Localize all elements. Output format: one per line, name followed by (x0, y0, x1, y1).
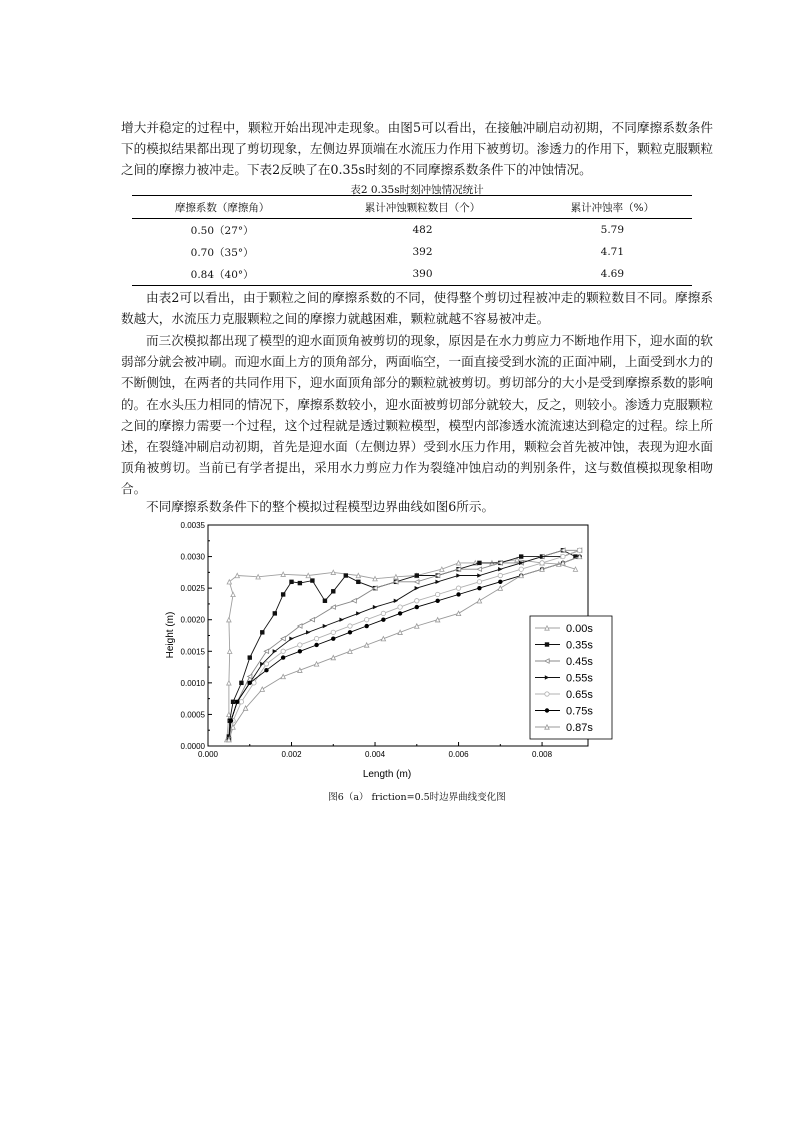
data-point (248, 655, 252, 659)
data-point (256, 575, 260, 579)
x-tick-label: 0.008 (532, 750, 553, 759)
data-point (364, 618, 368, 622)
legend-label: 0.87s (566, 722, 593, 734)
data-point (477, 586, 481, 590)
data-point (394, 575, 398, 579)
series-line-0.75s (229, 557, 580, 740)
data-point (231, 592, 235, 596)
data-point (477, 580, 481, 584)
data-point (248, 674, 252, 678)
paragraph-2: 由表2可以看出，由于颗粒之间的摩擦系数的不同，使得整个剪切过程被冲走的颗粒数目不同。摩擦系数越大，水流压力克服颗粒之间的摩擦力就越困难，颗粒就越不容易被冲走。 (121, 290, 713, 327)
table-header-count: 累计冲蚀颗粒数目（个） (364, 201, 481, 214)
data-point (314, 636, 318, 640)
data-point (227, 618, 231, 622)
data-point (331, 636, 335, 640)
y-tick-label: 0.0030 (180, 552, 205, 562)
data-point (435, 592, 439, 596)
data-point (281, 674, 285, 678)
data-point (398, 630, 402, 634)
series-line-0.87s (229, 557, 580, 740)
data-point (415, 605, 419, 609)
data-point (456, 592, 460, 596)
data-point (352, 599, 356, 603)
data-point (281, 649, 285, 653)
data-point (264, 649, 268, 653)
series-line-0.35s (229, 550, 576, 736)
data-point (235, 573, 239, 577)
data-point (498, 573, 502, 577)
data-point (348, 630, 352, 634)
data-point (331, 630, 335, 634)
data-point (519, 554, 523, 558)
legend-swatch-marker (545, 708, 549, 712)
data-point (323, 599, 327, 603)
data-point (498, 567, 502, 571)
data-point (306, 573, 310, 577)
data-point (260, 687, 264, 691)
x-tick-label: 0.000 (197, 750, 219, 759)
data-point (498, 580, 502, 584)
table-header-rate: 累计冲蚀率（%） (570, 201, 655, 214)
data-point (239, 700, 243, 704)
data-point (381, 618, 385, 622)
data-point (339, 618, 343, 622)
legend-label: 0.45s (566, 656, 593, 668)
y-tick-label: 0.0000 (180, 742, 205, 751)
table-2 (132, 195, 692, 286)
data-point (331, 570, 335, 574)
data-point (364, 624, 368, 628)
table-row (132, 263, 692, 286)
table-row (132, 241, 692, 263)
data-point (310, 578, 314, 582)
figure-6a-caption: 图6（a） friction=0.5时边界曲线变化图 (328, 792, 506, 803)
data-point (364, 643, 368, 647)
y-axis-label: Height (m) (165, 611, 176, 659)
legend-label: 0.65s (566, 689, 593, 701)
x-tick-label: 0.002 (281, 750, 302, 759)
series-line-0.00s (227, 560, 576, 740)
data-point (331, 589, 335, 593)
data-point (540, 561, 544, 565)
data-point (381, 636, 385, 640)
data-point (561, 554, 565, 558)
data-point (289, 580, 293, 584)
x-axis-label: Length (m) (362, 769, 412, 780)
data-point (577, 548, 581, 552)
data-point (298, 668, 302, 672)
data-point (298, 581, 302, 585)
data-point (314, 643, 318, 647)
data-point (235, 700, 239, 704)
data-point (435, 599, 439, 603)
data-point (310, 618, 314, 622)
data-point (314, 662, 318, 666)
data-point (573, 567, 577, 571)
data-point (356, 611, 360, 615)
table-row (132, 219, 692, 242)
y-tick-label: 0.0005 (180, 710, 205, 720)
table-cell: 4.71 (600, 246, 625, 258)
data-point (348, 624, 352, 628)
data-point (477, 599, 481, 603)
data-point (519, 567, 523, 571)
y-tick-label: 0.0015 (180, 647, 205, 657)
data-point (415, 573, 419, 577)
legend-label: 0.00s (566, 623, 593, 635)
data-point (344, 573, 348, 577)
table-cell: 4.69 (600, 268, 625, 280)
legend-label: 0.35s (566, 639, 593, 652)
data-point (264, 668, 268, 672)
data-point (398, 611, 402, 615)
data-point (281, 592, 285, 596)
data-point (456, 586, 460, 590)
data-point (435, 618, 439, 622)
data-point (264, 662, 268, 666)
series-line-0.45s (229, 550, 580, 739)
data-point (306, 630, 310, 634)
data-point (281, 572, 285, 576)
data-point (239, 681, 243, 685)
data-point (498, 586, 502, 590)
table-header-row (132, 196, 692, 219)
data-point (228, 649, 232, 653)
data-point (289, 636, 293, 640)
data-point (356, 573, 360, 577)
data-point (415, 580, 419, 584)
table-cell: 0.50（27°） (190, 224, 254, 237)
data-point (435, 580, 439, 584)
data-point (477, 561, 481, 565)
data-point (456, 573, 460, 577)
table-cell: 482 (412, 224, 433, 236)
data-point (298, 649, 302, 653)
data-point (398, 605, 402, 609)
data-point (477, 573, 481, 577)
data-point (248, 681, 252, 685)
figure-6a-chart (160, 518, 620, 780)
data-point (260, 630, 264, 634)
legend-swatch-marker (545, 642, 549, 646)
x-tick-label: 0.004 (365, 750, 386, 759)
data-point (440, 567, 444, 571)
data-point (456, 561, 460, 565)
data-point (415, 624, 419, 628)
data-point (356, 580, 360, 584)
table-header-friction: 摩擦系数（摩擦角） (174, 201, 270, 214)
table-cell: 0.84（40°） (190, 268, 254, 281)
table-cell: 5.79 (600, 224, 625, 236)
data-point (227, 681, 231, 685)
table-2-caption: 表2 0.35s时刻冲蚀情况统计 (350, 184, 484, 196)
data-point (415, 599, 419, 603)
legend-label: 0.75s (566, 705, 593, 718)
data-point (331, 655, 335, 659)
data-point (229, 719, 233, 723)
data-point (381, 611, 385, 615)
data-point (323, 624, 327, 628)
paragraph-4: 不同摩擦系数条件下的整个模拟过程模型边界曲线如图6所示。 (146, 499, 495, 514)
data-point (281, 655, 285, 659)
data-point (477, 567, 481, 571)
data-point (373, 605, 377, 609)
x-tick-label: 0.006 (448, 750, 469, 759)
y-tick-label: 0.0025 (180, 584, 205, 594)
data-point (415, 586, 419, 590)
legend-label: 0.55s (566, 672, 593, 685)
table-cell: 390 (412, 268, 433, 280)
series-line-0.65s (229, 550, 580, 739)
series-line-0.55s (229, 550, 580, 739)
data-point (456, 611, 460, 615)
data-point (348, 649, 352, 653)
data-point (331, 605, 335, 609)
paragraph-1: 增大并稳定的过程中，颗粒开始出现冲走现象。由图5可以看出，在接触冲刷启动初期，不同摩擦系数条件下的模拟结果都出现了剪切现象，左侧边界顶端在水流压力作用下被剪切。渗透力的作用下，颗粒克服颗粒之间的摩擦力被冲走。下表2反映了在0.35s时刻的不同摩擦系数条件下的冲蚀情况。 (121, 120, 713, 178)
table-cell: 0.70（35°） (190, 246, 254, 259)
y-tick-label: 0.0035 (180, 521, 205, 530)
y-tick-label: 0.0010 (180, 678, 205, 688)
data-point (394, 599, 398, 603)
data-point (373, 576, 377, 580)
table-cell: 392 (412, 246, 433, 258)
y-tick-label: 0.0020 (180, 615, 205, 625)
data-point (298, 643, 302, 647)
data-point (273, 611, 277, 615)
paragraph-3: 而三次模拟都出现了模型的迎水面顶角被剪切的现象，原因是在水力剪应力不断地作用下，迎水面的软弱部分就会被冲刷。而迎水面上方的顶角部分，两面临空，一面直接受到水流的正面冲刷，上面受到水力的不断侧蚀，在两者的共同作用下，迎水面顶角部分的颗粒就被剪切。剪切部分的大小是受到摩擦系数的影响的。在水头压力相同的情况下，摩擦系数较小，迎水面被剪切部分就较大，反之，则较小。渗透力克服颗粒之间的摩擦力需要一个过程，这个过程就是透过颗粒模型，模型内部渗透水流流速达到稳定的过程。综上所述，在裂缝冲刷启动初期，首先是迎水面（左侧边界）受到水压力作用，颗粒会首先被冲蚀，表现为迎水面顶角被剪切。当前已有学者提出，采用水力剪应力作为裂缝冲蚀启动的判别条件，这与数值模拟现象相吻合。 (121, 333, 713, 497)
legend-swatch-marker (545, 692, 549, 696)
